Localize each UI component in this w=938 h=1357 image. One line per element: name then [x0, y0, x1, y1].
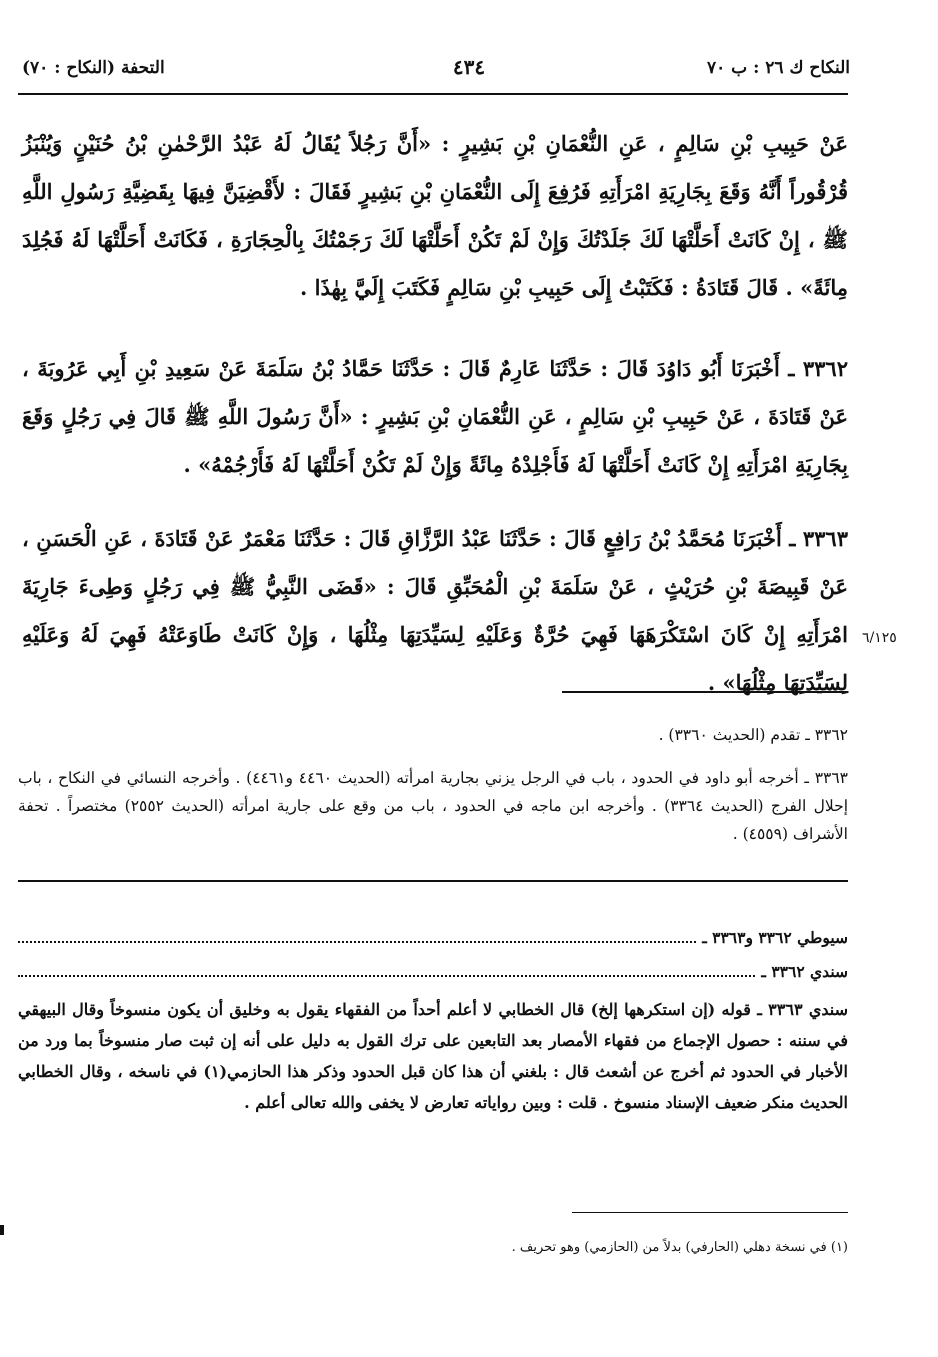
footnote-divider [562, 691, 848, 693]
header-chapter-ref: النكاح ك ٢٦ : ب ٧٠ [706, 58, 850, 78]
commentary-sindi-label: سندي ٣٣٦٢ ـ [761, 962, 848, 981]
scan-edge-mark [0, 1225, 4, 1235]
commentary-divider [18, 880, 848, 882]
dotted-leader [18, 975, 755, 977]
header-divider [18, 93, 848, 95]
bottom-footnote-divider [572, 1212, 848, 1213]
dotted-leader [18, 941, 696, 943]
hadith-paragraph-continuation: عَنْ حَبِيبِ بْنِ سَالِمٍ ، عَنِ النُّعْمَانِ بْنِ بَشِيرٍ : «أَنَّ رَجُلاً يُقَالُ لَهُ عَبْدُ الرَّحْمٰنِ بْنُ حُنَيْنٍ وَيُنْبَزُ قُرْقُوراً أَنَّهُ وَقَعَ بِجَارِيَةِ امْرَأَتِهِ فَرُفِعَ إِلَى النُّعْمَانِ بْنِ بَشِيرٍ فَقَالَ : لأَقْضِيَنَّ فِيهَا بِقَضِيَّةِ رَسُولِ اللَّهِ ﷺ ، إِنْ كَانَتْ أَحَلَّتْهَا لَكَ جَلَدْتُكَ وَإِنْ لَمْ تَكُنْ أَحَلَّتْهَا لَكَ رَجَمْتُكَ بِالْحِجَارَةِ ، فَكَانَتْ أَحَلَّتْهَا لَهُ فَجُلِدَ مِائَةً» . قَالَ قَتَادَةُ : فَكَتَبْتُ إِلَى حَبِيبِ بْنِ سَالِمٍ فَكَتَبَ إِلَيَّ بِهٰذَا . [22, 131, 848, 300]
commentary-suyuti-label: سيوطي ٣٣٦٢ و٣٣٦٣ ـ [702, 928, 848, 947]
commentary-sindi-3362 [18, 962, 848, 981]
header-tuhfa-ref: التحفة (النكاح : ٧٠) [22, 58, 165, 78]
page-number: ٤٣٤ [452, 55, 486, 79]
bottom-footnote: (١) في نسخة دهلي (الحارفي) بدلاً من (الحازمي) وهو تحريف . [511, 1240, 848, 1255]
commentary-sindi-3363: سندي ٣٣٦٣ ـ قوله (إن استكرهها إلخ) قال الخطابي لا أعلم أحداً من الفقهاء يقول به وخليق أن يكون منسوخاً وقال البيهقي في سننه : حصول الإجماع من فقهاء الأمصار بعد التابعين على ترك القول به دليل على أنه إن ثبت صار منسوخاً بما ورد من الأخبار في الحدود ثم أخرج عن أشعث قال : بلغني أن هذا كان قبل الحدود وذكر هذا الحازمي(١) في ناسخه ، وقال الخطابي الحديث منكر ضعيف الإسناد منسوخ . قلت : وبين رواياته تعارض لا يخفى والله تعالى أعلم . [18, 1000, 848, 1112]
hadith-paragraph-3363: ٣٣٦٣ ـ أَخْبَرَنَا مُحَمَّدُ بْنُ رَافِعٍ قَالَ : حَدَّثَنَا عَبْدُ الرَّزَّاقِ قَالَ : حَدَّثَنَا مَعْمَرٌ عَنْ قَتَادَةَ ، عَنِ الْحَسَنِ ، عَنْ قَبِيصَةَ بْنِ حُرَيْثٍ ، عَنْ سَلَمَةَ بْنِ الْمُحَبِّقِ قَالَ : «قَضَى النَّبِيُّ ﷺ فِي رَجُلٍ وَطِىءَ جَارِيَةَ امْرَأَتِهِ إِنْ كَانَ اسْتَكْرَهَهَا فَهِيَ حُرَّةٌ وَعَلَيْهِ لِسَيِّدَتِهَا مِثْلُهَا ، وَإِنْ كَانَتْ طَاوَعَتْهُ فَهِيَ لَهُ وَعَلَيْهِ لِسَيِّدَتِهَا مِثْلُهَا» . [22, 526, 848, 695]
hadith-paragraph-3362: ٣٣٦٢ ـ أَخْبَرَنَا أَبُو دَاوُدَ قَالَ : حَدَّثَنَا عَارِمٌ قَالَ : حَدَّثَنَا حَمَّادُ بْنُ سَلَمَةَ عَنْ سَعِيدِ بْنِ أَبِي عَرُوبَةَ ، عَنْ قَتَادَةَ ، عَنْ حَبِيبِ بْنِ سَالِمٍ ، عَنِ النُّعْمَانِ بْنِ بَشِيرٍ : «أَنَّ رَسُولَ اللَّهِ ﷺ قَالَ فِي رَجُلٍ وَقَعَ بِجَارِيَةِ امْرَأَتِهِ إِنْ كَانَتْ أَحَلَّتْهَا لَهُ فَأَجْلِدْهُ مِائَةً وَإِنْ لَمْ تَكُنْ أَحَلَّتْهَا لَهُ فَأَرْجُمْهُ» . [22, 356, 848, 477]
commentary-suyuti [18, 928, 848, 947]
takhrij-note-3363: ٣٣٦٣ ـ أخرجه أبو داود في الحدود ، باب في الرجل يزني بجارية امرأته (الحديث ٤٤٦٠ و٤٤٦١) . وأخرجه النسائي في النكاح ، باب إحلال الفرج (الحديث ٣٣٦٤) . وأخرجه ابن ماجه في الحدود ، باب من وقع على جارية امرأته (الحديث ٢٥٥٢) مختصراً . تحفة الأشراف (٤٥٥٩) . [18, 769, 849, 843]
takhrij-note-3362: ٣٣٦٢ ـ تقدم (الحديث ٣٣٦٠) . [658, 726, 848, 744]
margin-reference: ٦/١٢٥ [862, 630, 897, 646]
